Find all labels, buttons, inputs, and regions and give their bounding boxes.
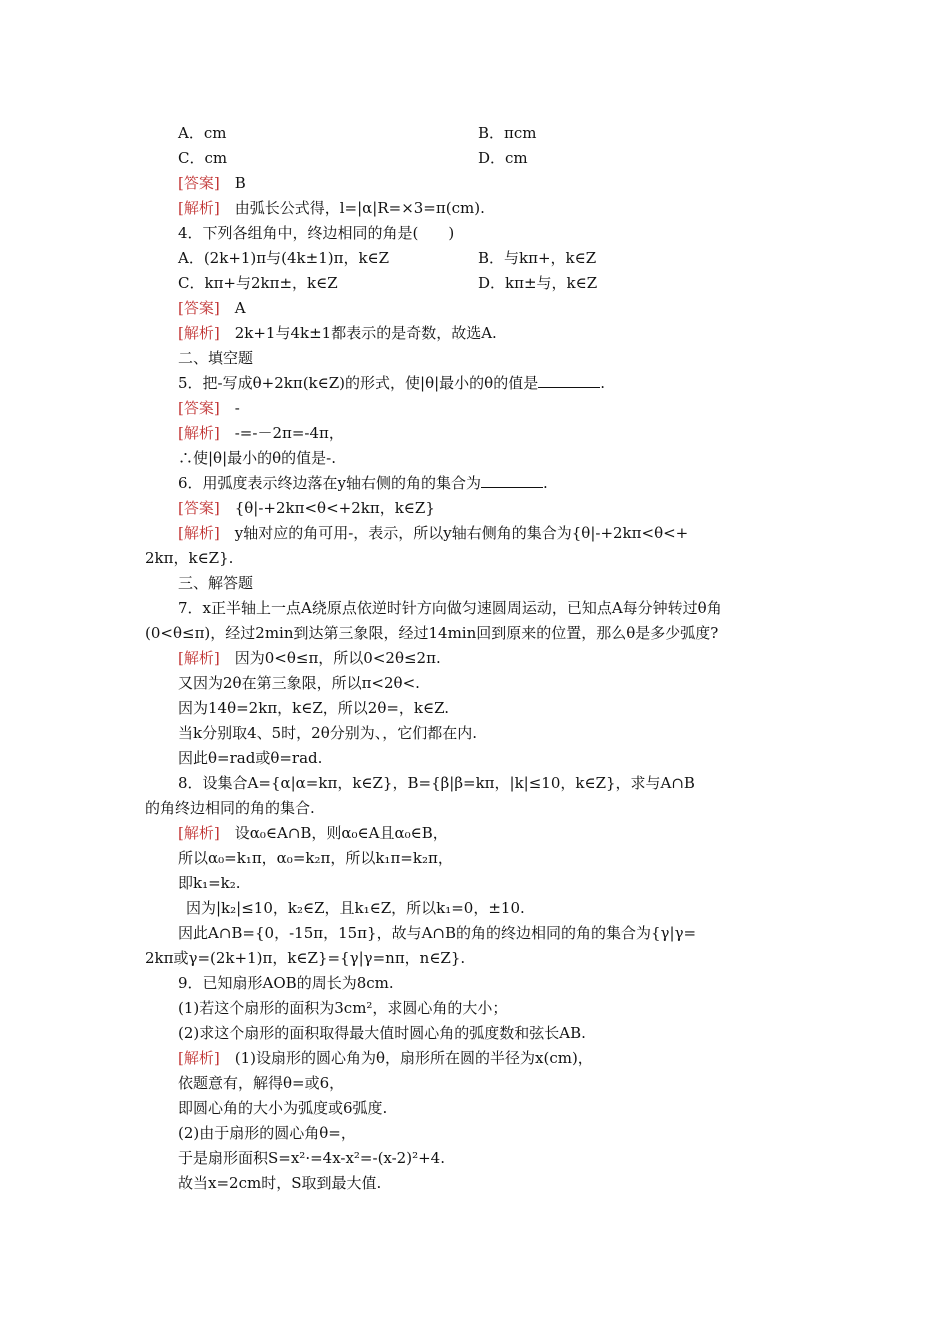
question-6-end: . xyxy=(543,474,548,492)
solution-line: 即k₁=k₂. xyxy=(178,874,241,892)
option-d: D．kπ±与，k∈Z xyxy=(478,274,598,292)
option-d: D．cm xyxy=(478,149,528,167)
solution-line: 故当x=2cm时，S取到最大值. xyxy=(178,1174,382,1192)
solution-line: 因为14θ=2kπ，k∈Z，所以2θ=，k∈Z. xyxy=(178,699,450,717)
analysis-tag: [解析] xyxy=(178,824,220,842)
solution-line: 于是扇形面积S=x²·=4x-x²=-(x-2)²+4. xyxy=(178,1149,445,1167)
solution-line: 所以α₀=k₁π，α₀=k₂π，所以k₁π=k₂π， xyxy=(178,849,453,867)
solution-line: 又因为2θ在第三象限，所以π<2θ<. xyxy=(178,674,420,692)
answer-line xyxy=(178,398,240,418)
answer-tag: [答案] xyxy=(178,174,220,192)
question-5 xyxy=(178,373,605,393)
answer-blank xyxy=(481,473,543,488)
answer-line xyxy=(178,498,435,518)
section-heading-solve: 三、解答题 xyxy=(178,574,254,592)
analysis-line xyxy=(178,323,497,343)
question-4: 4．下列各组角中，终边相同的角是( ) xyxy=(178,224,455,242)
analysis-text: (1)设扇形的圆心角为θ，扇形所在圆的半径为x(cm)， xyxy=(234,1049,593,1067)
analysis-line xyxy=(178,823,448,843)
answer-line xyxy=(178,173,246,193)
analysis-text: 由弧长公式得，l=|α|R=×3=π(cm). xyxy=(234,199,485,217)
analysis-line xyxy=(178,198,485,218)
analysis-line xyxy=(178,423,344,443)
question-9: 9．已知扇形AOB的周长为8cm. xyxy=(178,974,394,992)
option-a: A．cm xyxy=(178,124,227,142)
analysis-text: y轴对应的角可用-，表示，所以y轴右侧角的集合为{θ|-+2kπ<θ<+ xyxy=(234,524,689,542)
question-5-text: 5．把-写成θ+2kπ(k∈Z)的形式，使|θ|最小的θ的值是 xyxy=(178,374,539,392)
answer-blank xyxy=(538,373,600,388)
question-6 xyxy=(178,473,548,493)
question-8-continuation: 的角终边相同的角的集合. xyxy=(145,799,315,817)
answer-line xyxy=(178,298,246,318)
analysis-text: 因为0<θ≤π，所以0<2θ≤2π. xyxy=(234,649,441,667)
analysis-continuation: ∴使|θ|最小的θ的值是-. xyxy=(178,449,337,467)
question-5-end: . xyxy=(600,374,605,392)
solution-line: 即圆心角的大小为弧度或6弧度. xyxy=(178,1099,388,1117)
solution-line: (2)由于扇形的圆心角θ=， xyxy=(178,1124,356,1142)
answer-tag: [答案] xyxy=(178,299,220,317)
section-heading-fill: 二、填空题 xyxy=(178,349,254,367)
solution-continuation: 2kπ或γ=(2k+1)π，k∈Z}={γ|γ=nπ，n∈Z}. xyxy=(145,949,466,967)
analysis-line xyxy=(178,1048,593,1068)
answer-text: - xyxy=(234,399,240,417)
solution-line: 依题意有，解得θ=或6， xyxy=(178,1074,345,1092)
option-b: B．πcm xyxy=(478,124,537,142)
option-a: A．(2k+1)π与(4k±1)π，k∈Z xyxy=(178,249,390,267)
analysis-tag: [解析] xyxy=(178,1049,220,1067)
analysis-tag: [解析] xyxy=(178,324,220,342)
analysis-text: 2k+1与4k±1都表示的是奇数，故选A. xyxy=(234,324,497,342)
solution-line: 当k分别取4、5时，2θ分别为、，它们都在内. xyxy=(178,724,478,742)
solution-line: 因为|k₂|≤10，k₂∈Z，且k₁∈Z，所以k₁=0，±10. xyxy=(186,899,525,917)
question-7-continuation: (0<θ≤π)，经过2min到达第三象限，经过14min回到原来的位置，那么θ是多少弧度? xyxy=(145,624,719,642)
question-9-part-2: (2)求这个扇形的面积取得最大值时圆心角的弧度数和弦长AB. xyxy=(178,1024,586,1042)
question-8: 8．设集合A={α|α=kπ，k∈Z}，B={β|β=kπ，|k|≤10，k∈Z}，求与A∩B xyxy=(178,774,695,792)
analysis-text: 设α₀∈A∩B，则α₀∈A且α₀∈B， xyxy=(234,824,448,842)
question-9-part-1: (1)若这个扇形的面积为3cm²，求圆心角的大小； xyxy=(178,999,508,1017)
analysis-tag: [解析] xyxy=(178,649,220,667)
analysis-text: -=-－2π=-4π， xyxy=(234,424,344,442)
option-b: B．与kπ+，k∈Z xyxy=(478,249,597,267)
analysis-tag: [解析] xyxy=(178,524,220,542)
answer-text: A xyxy=(234,299,246,317)
question-7: 7．x正半轴上一点A绕原点依逆时针方向做匀速圆周运动，已知点A每分钟转过θ角 xyxy=(178,599,722,617)
analysis-tag: [解析] xyxy=(178,199,220,217)
solution-line: 因此A∩B={0，-15π，15π}，故与A∩B的角的终边相同的角的集合为{γ|γ= xyxy=(178,924,697,942)
analysis-line xyxy=(178,648,441,668)
analysis-continuation: 2kπ，k∈Z}. xyxy=(145,549,234,567)
analysis-tag: [解析] xyxy=(178,424,220,442)
answer-tag: [答案] xyxy=(178,399,220,417)
question-6-text: 6．用弧度表示终边落在y轴右侧的角的集合为 xyxy=(178,474,482,492)
answer-text: {θ|-+2kπ<θ<+2kπ，k∈Z} xyxy=(234,499,435,517)
option-c: C．kπ+与2kπ±，k∈Z xyxy=(178,274,338,292)
analysis-line xyxy=(178,523,688,543)
option-c: C．cm xyxy=(178,149,228,167)
answer-text: B xyxy=(234,174,246,192)
answer-tag: [答案] xyxy=(178,499,220,517)
solution-line: 因此θ=rad或θ=rad. xyxy=(178,749,323,767)
